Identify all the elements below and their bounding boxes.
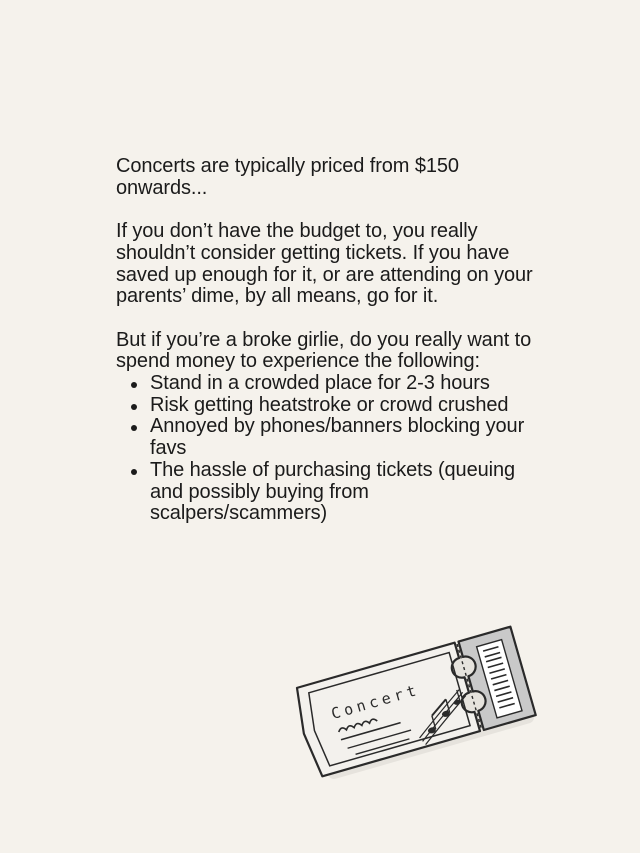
broke-text: But if you’re a broke girlie, do you really want to spend money to experience the following: [116, 328, 532, 373]
list-item [150, 416, 525, 459]
ticket-label: Concert [329, 680, 422, 724]
list-item [150, 460, 525, 525]
bullet-dot [131, 469, 137, 475]
list-item [150, 373, 525, 395]
budget-text: If you don’t have the budget to, you really shouldn’t consider getting tickets. If you have saved up enough for it, or are attending on your parents’ dime, by all means, go for it. [116, 220, 533, 308]
list-item-text: The hassle of purchasing tickets (queuing and possibly buying from scalpers/scammers) [150, 458, 516, 525]
bullet-dot [131, 425, 137, 431]
list-item-text: Stand in a crowded place for 2-3 hours [150, 372, 490, 394]
bullet-dot [131, 404, 137, 410]
intro-text: Concerts are typically priced from $150 onwards... [116, 155, 459, 199]
text-content [116, 156, 536, 525]
downsides-list [116, 373, 536, 525]
ticket-icon [292, 608, 552, 788]
list-item [150, 395, 525, 417]
list-item-text: Annoyed by phones/banners blocking your favs [150, 415, 525, 460]
bullet-dot [131, 382, 137, 388]
list-item-text: Risk getting heatstroke or crowd crushed [150, 393, 509, 416]
